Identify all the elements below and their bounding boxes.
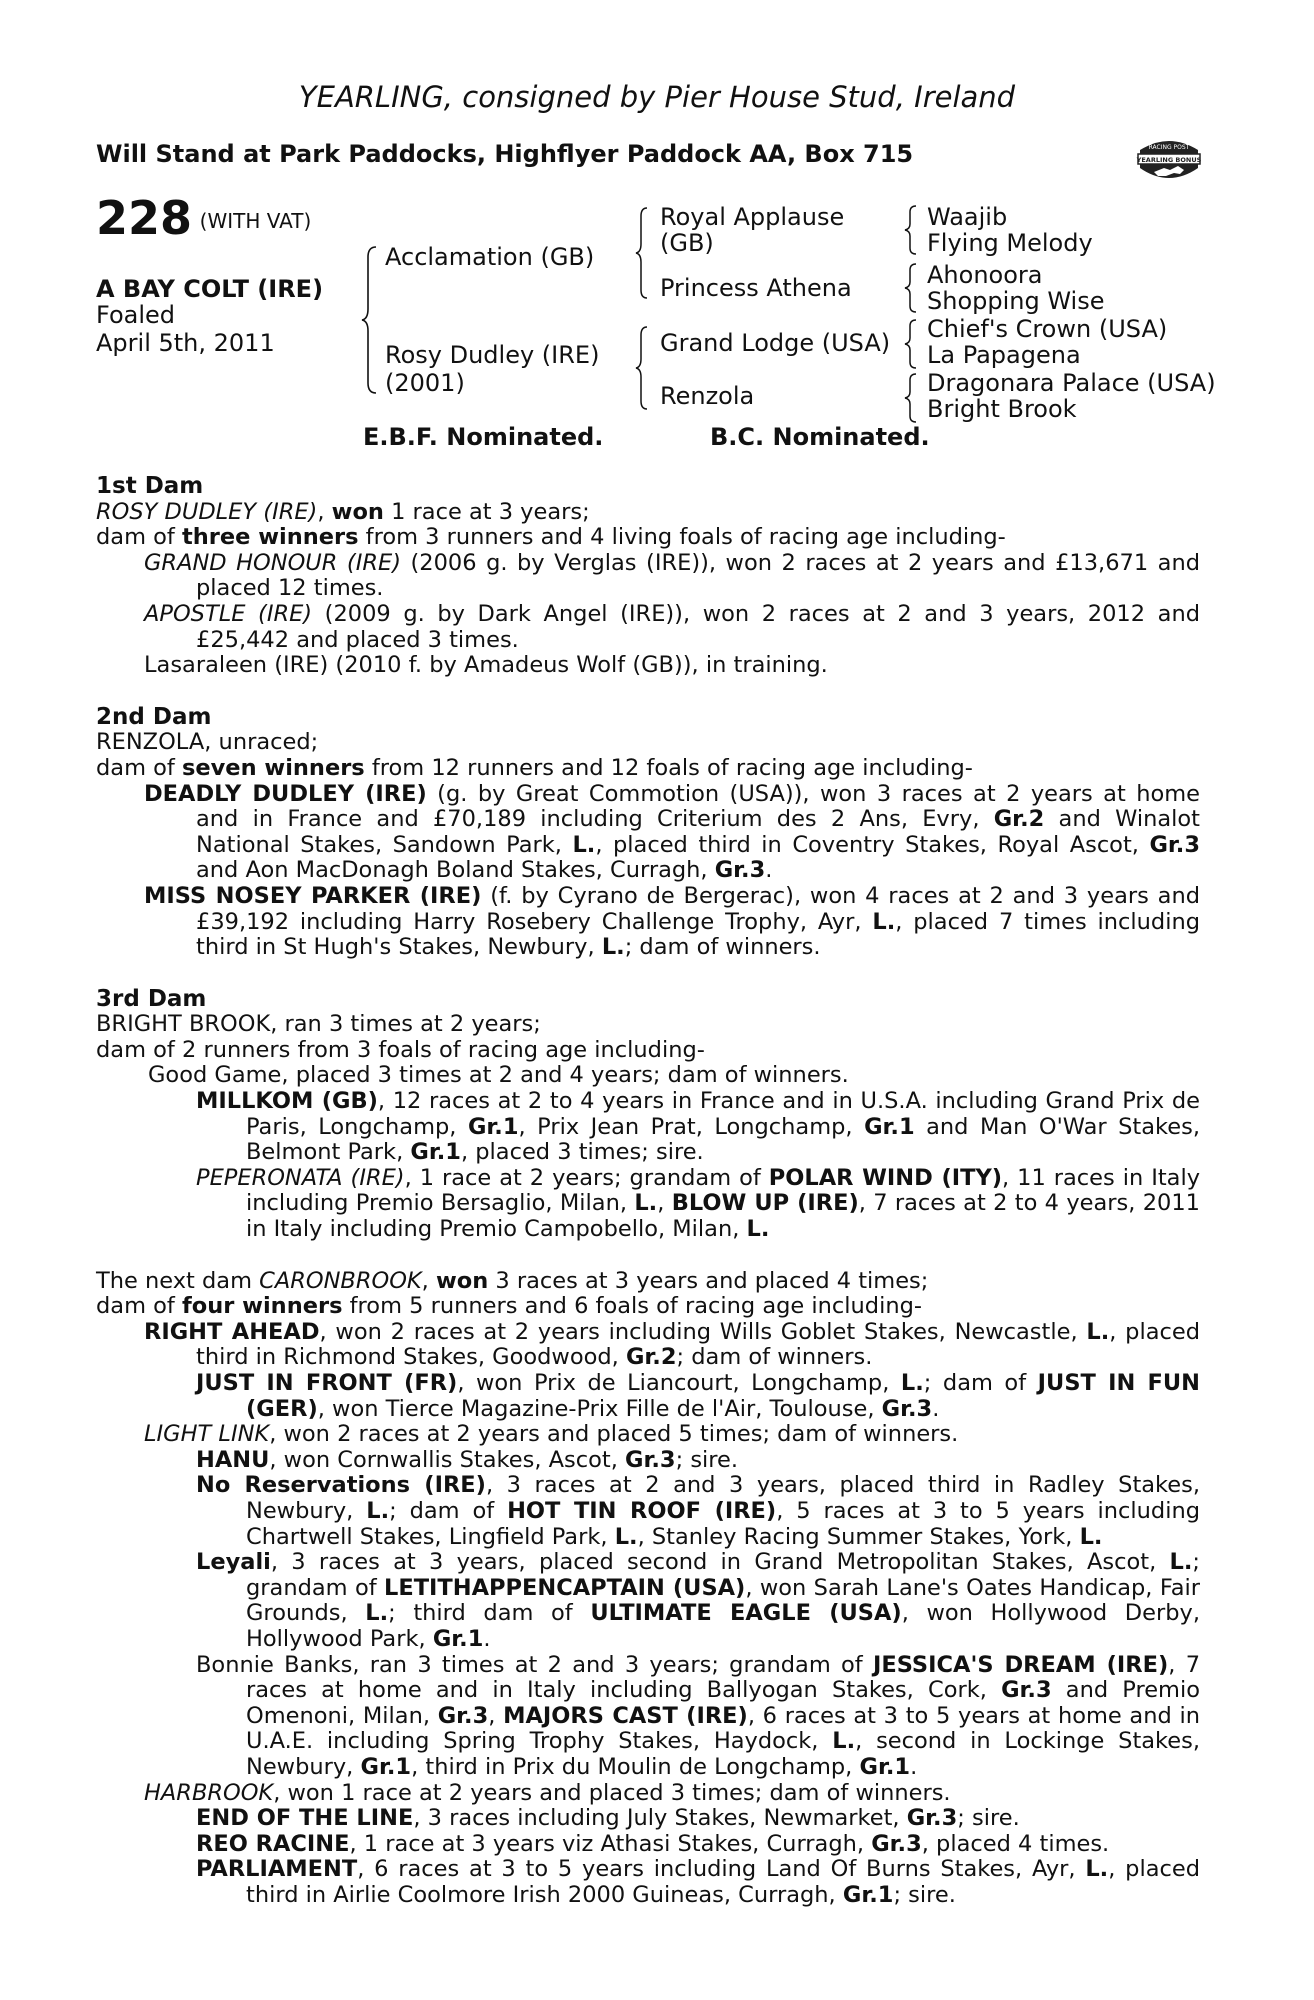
sire-sire: Royal Applause: [660, 203, 845, 231]
pedigree-brace-main: [360, 245, 380, 395]
logo-amount: £10,000: [1153, 179, 1185, 187]
ddd: Bright Brook: [927, 395, 1077, 423]
dss: Chief's Crown (USA): [927, 315, 1168, 343]
next-dam-no-reservations: No Reservations (IRE), 3 races at 2 and 3 years, placed third in Radley Stakes, Newbury, L.; dam of HOT TIN ROOF (IRE), 5 races at 3 to 5 years including Chartwell Stakes, Lingfield Park, L., Stanley Racing Summer Stakes, York, L.: [196, 1472, 1201, 1550]
third-dam-progeny-3: PEPERONATA (IRE), 1 race at 2 years; grandam of POLAR WIND (ITY), 11 races in Italy including Premio Bersaglio, Milan, L., BLOW UP (IRE), 7 races at 2 to 4 years, 2011 in Italy including Premio Campobello, Milan, L.: [196, 1164, 1201, 1243]
sss: Waajib: [927, 203, 1008, 231]
pedigree-brace-sire: [634, 206, 650, 300]
sds: Ahonoora: [927, 261, 1043, 289]
first-dam-heading: 1st Dam: [96, 473, 204, 499]
next-dam-just-in-front: JUST IN FRONT (FR), won Prix de Liancourt, Longchamp, L.; dam of JUST IN FUN (GER), won Tierce Magazine-Prix Fille de l'Air, Toulouse, Gr.3.: [196, 1370, 1200, 1422]
third-dam-heading: 3rd Dam: [96, 985, 207, 1012]
pedigree-brace-dd: [903, 372, 919, 424]
first-dam-progeny-3: Lasaraleen (IRE) (2010 f. by Amadeus Wolf (GB)), in training.: [144, 652, 828, 679]
pedigree-brace-ds: [903, 318, 919, 370]
first-dam-progeny-2: APOSTLE (IRE) (2009 g. by Dark Angel (IRE)), won 2 races at 2 and 3 years, 2012 and £25,442 and placed 3 times.: [144, 600, 1200, 653]
next-dam-end-of-the-line: END OF THE LINE, 3 races including July Stakes, Newmarket, Gr.3; sire.: [196, 1805, 1020, 1832]
logo-line1: RACING POST: [1148, 144, 1190, 151]
pedigree-notes: [96, 474, 1200, 1908]
first-dam-progeny-1: GRAND HONOUR (IRE) (2006 g. by Verglas (IRE)), won 2 races at 2 years and £13,671 and placed 12 times.: [144, 549, 1200, 602]
next-dam-hanu: HANU, won Cornwallis Stakes, Ascot, Gr.3; sire.: [196, 1446, 739, 1473]
third-dam-line2: dam of 2 runners from 3 foals of racing age including-: [96, 1036, 705, 1063]
ssd: Flying Melody: [927, 229, 1093, 257]
third-dam-progeny-2: MILLKOM (GB), 12 races at 2 to 4 years in France and in U.S.A. including Grand Prix de Paris, Longchamp, Gr.1, Prix Jean Prat, Longchamp, Gr.1 and Man O'War Stakes, Belmont Park, Gr.1, placed 3 times; sire.: [196, 1088, 1200, 1166]
lot-number-line: [96, 191, 312, 245]
sire-sire-country: (GB): [660, 229, 714, 257]
dam-sire: Grand Lodge (USA): [660, 329, 891, 357]
next-dam-leyali: Leyali, 3 races at 3 years, placed second in Grand Metropolitan Stakes, Ascot, L.; grandam of LETITHAPPENCAPTAIN (USA), won Sarah Lane's Oates Handicap, Fair Grounds, L.; third dam of ULTIMATE EAGLE (USA), won Hollywood Derby, Hollywood Park, Gr.1.: [196, 1549, 1200, 1652]
first-dam-line2: dam of three winners from 3 runners and 4 living foals of racing age including-: [96, 524, 1006, 551]
ebf-nominated: E.B.F. Nominated.: [363, 423, 604, 451]
stable-location: Will Stand at Park Paddocks, Highflyer Paddock AA, Box 715: [96, 140, 914, 168]
sire-name: Acclamation (GB): [385, 243, 595, 271]
next-dam-harbrook: HARBROOK, won 1 race at 2 years and placed 3 times; dam of winners.: [144, 1779, 951, 1806]
pedigree-brace-dam: [634, 325, 650, 411]
second-dam-progeny-1: DEADLY DUDLEY (IRE) (g. by Great Commotion (USA)), won 3 races at 2 years at home and in France and £70,189 including Criterium des 2 Ans, Evry, Gr.2 and Winalot National Stakes, Sandown Park, L., placed third in Coventry Stakes, Royal Ascot, Gr.3 and Aon MacDonagh Boland Stakes, Curragh, Gr.3.: [144, 780, 1200, 884]
foaled-label: Foaled: [96, 301, 176, 329]
second-dam-progeny-2: MISS NOSEY PARKER (IRE) (f. by Cyrano de Bergerac), won 4 races at 2 and 3 years and £39,192 including Harry Rosebery Challenge Trophy, Ayr, L., placed 7 times including third in St Hugh's Stakes, Newbury, L.; dam of winners.: [144, 882, 1201, 961]
third-dam-line1: BRIGHT BROOK, ran 3 times at 2 years;: [96, 1011, 541, 1038]
second-dam-line1: RENZOLA, unraced;: [96, 729, 319, 756]
pedigree-brace-sd: [903, 262, 919, 314]
next-dam-line1: The next dam CARONBROOK, won 3 races at 3 years and placed 4 times;: [96, 1267, 929, 1294]
next-dam-bonnie-banks: Bonnie Banks, ran 3 times at 2 and 3 years; grandam of JESSICA'S DREAM (IRE), 7 races at home and in Italy including Ballyogan Stakes, Cork, Gr.3 and Premio Omenoni, Milan, Gr.3, MAJORS CAST (IRE), 6 races at 3 to 5 years at home and in U.A.E. including Spring Trophy Stakes, Haydock, L., second in Lockinge Stakes, Newbury, Gr.1, third in Prix du Moulin de Longchamp, Gr.1.: [196, 1651, 1201, 1780]
bc-nominated: B.C. Nominated.: [710, 423, 930, 451]
dsd: La Papagena: [927, 341, 1081, 369]
first-dam-line1: ROSY DUDLEY (IRE), won 1 race at 3 years;: [96, 498, 590, 525]
vat-label: (WITH VAT): [199, 209, 312, 233]
next-dam-light-link: LIGHT LINK, won 2 races at 2 years and placed 5 times; dam of winners.: [144, 1421, 959, 1448]
yearling-bonus-logo: [1134, 128, 1204, 190]
next-dam-right-ahead: RIGHT AHEAD, won 2 races at 2 years including Wills Goblet Stakes, Newcastle, L., placed third in Richmond Stakes, Goodwood, Gr.2; dam of winners.: [144, 1318, 1201, 1371]
pedigree-brace-ss: [903, 204, 919, 256]
dam-dam: Renzola: [660, 382, 755, 410]
second-dam-heading: 2nd Dam: [96, 703, 212, 730]
dds: Dragonara Palace (USA): [927, 369, 1216, 397]
sire-dam: Princess Athena: [660, 274, 852, 302]
next-dam-parliament: PARLIAMENT, 6 races at 3 to 5 years including Land Of Burns Stakes, Ayr, L., placed third in Airlie Coolmore Irish 2000 Guineas, Curragh, Gr.1; sire.: [196, 1856, 1200, 1908]
second-dam-line2: dam of seven winners from 12 runners and 12 foals of racing age including-: [96, 754, 973, 781]
sdd: Shopping Wise: [927, 287, 1105, 315]
foaled-date: April 5th, 2011: [96, 329, 275, 357]
logo-line2: YEARLING BONUS: [1136, 156, 1202, 164]
third-dam-progeny-1: Good Game, placed 3 times at 2 and 4 years; dam of winners.: [148, 1062, 849, 1089]
lot-description: A BAY COLT (IRE): [96, 275, 324, 303]
dam-year: (2001): [385, 369, 465, 397]
consignor-title: YEARLING, consigned by Pier House Stud, Ireland: [298, 80, 1016, 114]
dam-name: Rosy Dudley (IRE): [385, 341, 600, 369]
lot-number: 228: [96, 191, 193, 245]
next-dam-reo-racine: REO RACINE, 1 race at 3 years viz Athasi Stakes, Curragh, Gr.3, placed 4 times.: [196, 1830, 1110, 1857]
next-dam-line2: dam of four winners from 5 runners and 6 foals of racing age including-: [96, 1293, 922, 1320]
